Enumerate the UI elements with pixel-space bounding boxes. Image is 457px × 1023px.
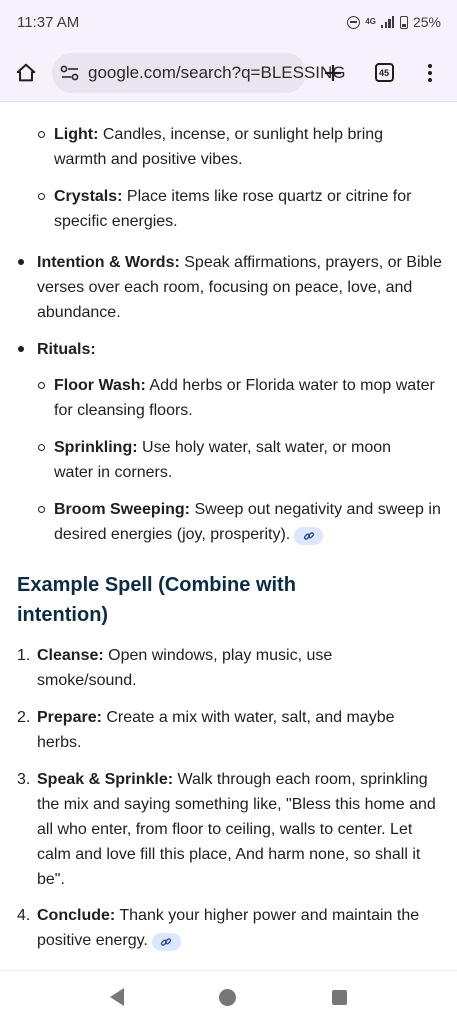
step-prepare: Prepare: Create a mix with water, salt, and maybe herbs. bbox=[37, 709, 395, 751]
search-result-content bbox=[0, 103, 457, 970]
more-vert-icon-dot bbox=[428, 64, 432, 68]
signal-icon bbox=[381, 16, 395, 28]
home-button[interactable] bbox=[0, 44, 52, 102]
new-tab-button[interactable] bbox=[306, 44, 360, 102]
system-navigation-bar bbox=[0, 970, 457, 1023]
recents-icon[interactable] bbox=[332, 990, 347, 1005]
step-number: 4. bbox=[17, 907, 31, 924]
step-number: 1. bbox=[17, 647, 31, 664]
list-item-crystals: Crystals: Place items like rose quartz or citrine for specific energies. bbox=[54, 188, 412, 230]
source-link-chip[interactable] bbox=[294, 527, 323, 545]
link-icon bbox=[160, 936, 172, 948]
sub-bullet bbox=[38, 131, 45, 138]
site-settings-icon[interactable] bbox=[60, 65, 82, 81]
list-item-rituals: Rituals: bbox=[37, 341, 96, 358]
step-conclude: Conclude: Thank your higher power and maintain the positive energy. bbox=[37, 907, 420, 949]
tab-switcher-button[interactable] bbox=[360, 44, 408, 102]
back-icon[interactable] bbox=[110, 988, 124, 1006]
step-number: 3. bbox=[17, 771, 31, 788]
tab-count: 45 bbox=[375, 63, 394, 82]
network-type-icon: 4G bbox=[365, 17, 376, 26]
sub-bullet bbox=[38, 193, 45, 200]
list-item-broom-sweeping: Broom Sweeping: Sweep out negativity and sweep in desired energies (joy, prosperity). bbox=[54, 501, 441, 543]
list-item-light: Light: Candles, incense, or sunlight help bring warmth and positive vibes. bbox=[54, 126, 384, 168]
browser-toolbar bbox=[0, 44, 457, 102]
home-nav-icon[interactable] bbox=[219, 989, 236, 1006]
step-cleanse: Cleanse: Open windows, play music, use smoke/sound. bbox=[37, 647, 333, 689]
home-icon bbox=[15, 62, 37, 84]
address-bar[interactable] bbox=[52, 53, 346, 93]
sub-bullet bbox=[38, 506, 45, 513]
status-time: 11:37 AM bbox=[17, 13, 80, 31]
sub-bullet bbox=[38, 382, 45, 389]
list-item-sprinkling: Sprinkling: Use holy water, salt water, or moon water in corners. bbox=[54, 439, 392, 481]
url-text: google.com/search?q=BLESSING bbox=[88, 62, 346, 82]
battery-percent: 25% bbox=[412, 14, 441, 30]
link-icon bbox=[303, 530, 315, 542]
section-heading: Example Spell (Combine with intention) bbox=[17, 574, 296, 626]
bullet bbox=[18, 346, 24, 352]
status-icons bbox=[347, 14, 441, 30]
plus-icon bbox=[323, 63, 343, 83]
do-not-disturb-icon bbox=[347, 16, 360, 29]
step-number: 2. bbox=[17, 709, 31, 726]
bullet bbox=[18, 259, 24, 265]
source-link-chip[interactable] bbox=[152, 933, 181, 951]
overflow-menu-button[interactable] bbox=[408, 44, 452, 102]
battery-icon bbox=[400, 16, 408, 29]
list-item-intention: Intention & Words: Speak affirmations, prayers, or Bible verses over each room, focusing on peace, love, and abundance. bbox=[37, 254, 442, 321]
status-bar bbox=[0, 0, 457, 44]
step-speak-sprinkle: Speak & Sprinkle: Walk through each room, sprinkling the mix and saying something like, "Bless this home and all who enter, from floor to ceiling, walls to center. Let calm and love fill this place, And harm none, so shall it be". bbox=[37, 771, 436, 888]
list-item-floor-wash: Floor Wash: Add herbs or Florida water to mop water for cleansing floors. bbox=[54, 377, 435, 419]
sub-bullet bbox=[38, 444, 45, 451]
